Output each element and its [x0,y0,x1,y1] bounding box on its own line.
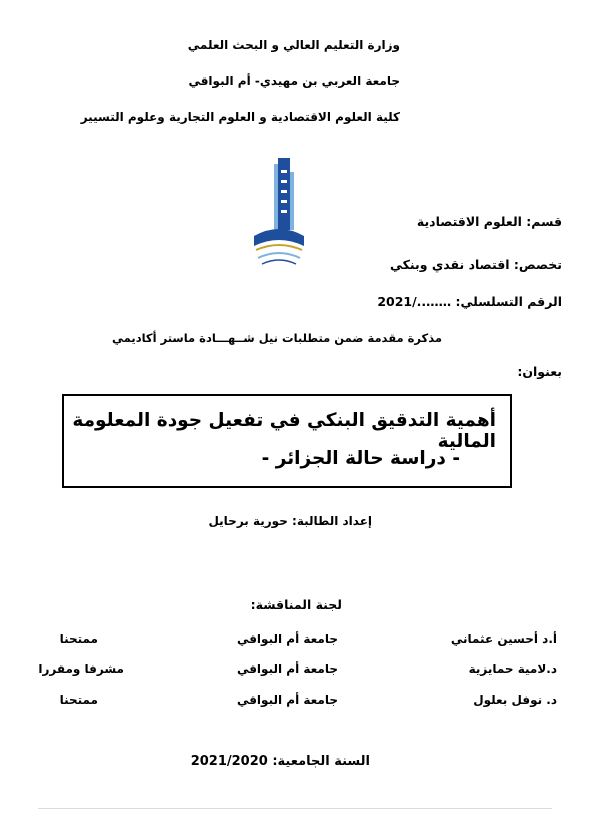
prepared-by: إعداد الطالبة: حورية برحايل [208,514,372,528]
committee-heading: لجنة المناقشة: [250,597,342,612]
member-role: ممتحنا [59,693,98,707]
member-name: أ.د أحسين عثماني [450,632,557,646]
academic-year: السنة الجامعية: 2021/2020 [190,754,370,769]
committee-row [0,632,590,652]
member-role: ممتحنا [59,632,98,646]
subject-label: بعنوان: [517,364,562,379]
member-name: د.لامية حمايزية [468,662,557,676]
logo-base [254,229,304,264]
department-line: قسم: العلوم الاقتصادية [416,214,562,229]
thesis-title-box [62,394,512,488]
university-line: جامعة العربي بن مهيدي- أم البواقي [188,74,400,88]
committee-row [0,693,590,713]
member-role: مشرفا ومقررا [38,662,124,676]
member-name: د. نوفل بعلول [473,693,557,707]
faculty-line: كلية العلوم الاقتصادية و العلوم التجارية وعلوم التسيير [80,110,400,124]
member-university: جامعة أم البواقي [236,632,338,646]
memo-line: مذكرة مقدمة ضمن متطلبات نيل شــهـــادة ماستر أكاديمي [112,331,442,345]
logo-tower [274,158,294,230]
specialty-line: تخصص: اقتصاد نقدي وبنكي [390,257,562,272]
ministry-line: وزارة التعليم العالي و البحث العلمي [187,38,400,52]
committee-row [0,662,590,682]
university-logo [248,150,310,272]
member-university: جامعة أم البواقي [236,693,338,707]
case-study-subtitle: - دراسة حالة الجزائر - [261,448,460,469]
serial-line: الرقم التسلسلي: ……../2021 [377,294,562,309]
thesis-title: أهمية التدقيق البنكي في تفعيل جودة المعلومة المالية [72,410,496,452]
footer-divider [38,808,552,809]
member-university: جامعة أم البواقي [236,662,338,676]
